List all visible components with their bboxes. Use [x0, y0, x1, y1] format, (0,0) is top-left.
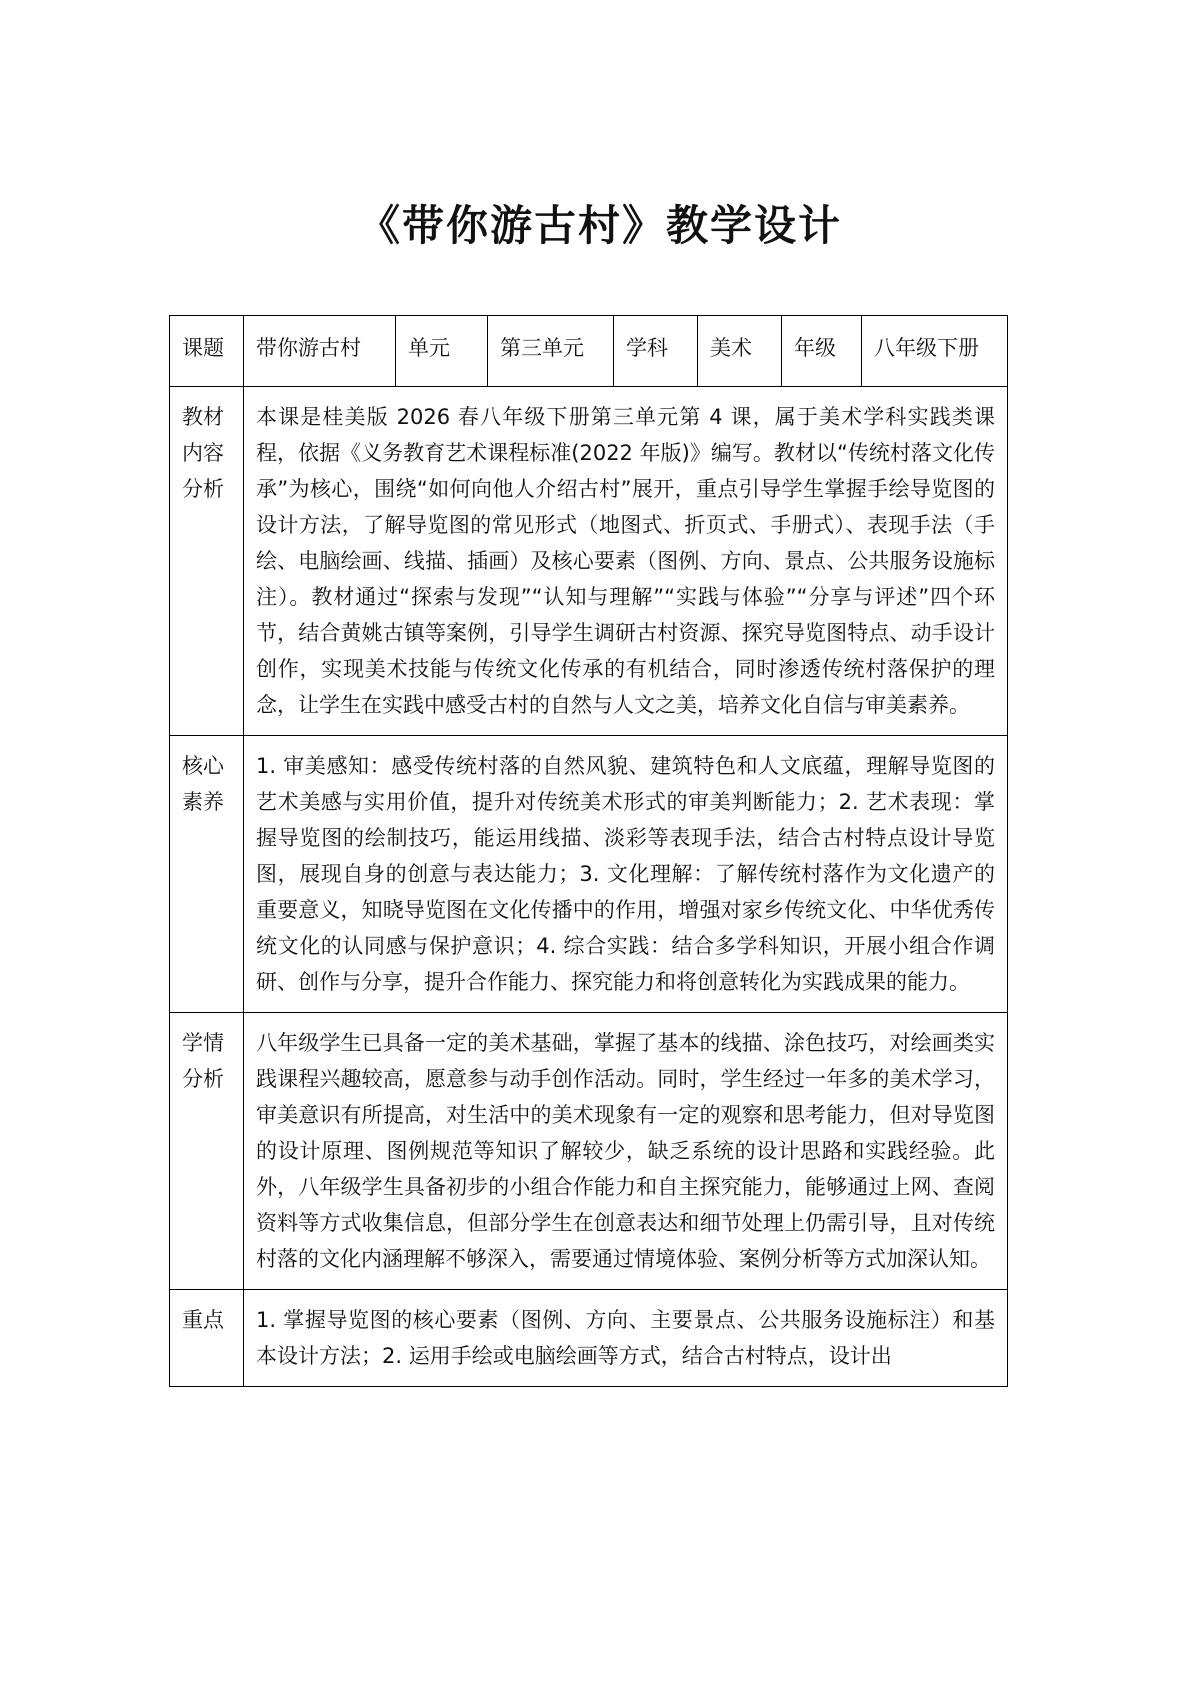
core-literacy-text: 1. 审美感知：感受传统村落的自然风貌、建筑特色和人文底蕴，理解导览图的艺术美感与实用价值，提升对传统美术形式的审美判断能力；2. 艺术表现：掌握导览图的绘制技巧，能运用线描、淡彩等表现手法，结合古村特点设计导览图，展现自身的创意与表达能力；3. 文化理解：了解传统村落作为文化遗产的重要意义，知晓导览图在文化传播中的作用，增强对家乡传统文化、中华优秀传统文化的认同感与保护意识；4. 综合实践：结合多学科知识，开展小组合作调研、创作与分享，提升合作能力、探究能力和将创意转化为实践成果的能力。	[244, 736, 1008, 1013]
section-label-line: 分析	[182, 477, 224, 501]
key-points-text: 1. 掌握导览图的核心要素（图例、方向、主要景点、公共服务设施标注）和基本设计方法；2. 运用手绘或电脑绘画等方式，结合古村特点，设计出	[244, 1290, 1008, 1387]
header-row	[170, 316, 1008, 387]
key-points-row	[170, 1290, 1008, 1387]
grade-label: 年级	[782, 316, 862, 387]
subject-label: 学科	[614, 316, 698, 387]
section-label-line: 分析	[182, 1067, 224, 1091]
unit-label: 单元	[396, 316, 488, 387]
section-label-line: 重点	[182, 1308, 224, 1332]
unit-value: 第三单元	[488, 316, 614, 387]
section-label	[170, 736, 244, 1013]
student-analysis-row	[170, 1013, 1008, 1290]
lesson-plan-table	[169, 315, 1008, 1387]
subject-value: 美术	[698, 316, 782, 387]
topic-value: 带你游古村	[244, 316, 396, 387]
section-label-line: 素养	[182, 790, 224, 814]
topic-label: 课题	[170, 316, 244, 387]
textbook-analysis-text: 本课是桂美版 2026 春八年级下册第三单元第 4 课，属于美术学科实践类课程，依据《义务教育艺术课程标准(2022 年版)》编写。教材以“传统村落文化传承”为核心，围绕“如何向他人介绍古村”展开，重点引导学生掌握手绘导览图的设计方法，了解导览图的常见形式（地图式、折页式、手册式）、表现手法（手绘、电脑绘画、线描、插画）及核心要素（图例、方向、景点、公共服务设施标注）。教材通过“探索与发现”“认知与理解”“实践与体验”“分享与评述”四个环节，结合黄姚古镇等案例，引导学生调研古村资源、探究导览图特点、动手设计创作，实现美术技能与传统文化传承的有机结合，同时渗透传统村落保护的理念，让学生在实践中感受古村的自然与人文之美，培养文化自信与审美素养。	[244, 387, 1008, 736]
section-label	[170, 1013, 244, 1290]
section-label-line: 教材	[182, 405, 224, 429]
section-label-line: 核心	[182, 754, 224, 778]
core-literacy-row	[170, 736, 1008, 1013]
grade-value: 八年级下册	[862, 316, 1008, 387]
section-label-line: 内容	[182, 441, 224, 465]
section-label	[170, 1290, 244, 1387]
section-label	[170, 387, 244, 736]
page-title: 《带你游古村》教学设计	[357, 201, 842, 250]
section-label-line: 学情	[182, 1031, 224, 1055]
student-analysis-text: 八年级学生已具备一定的美术基础，掌握了基本的线描、涂色技巧，对绘画类实践课程兴趣较高，愿意参与动手创作活动。同时，学生经过一年多的美术学习，审美意识有所提高，对生活中的美术现象有一定的观察和思考能力，但对导览图的设计原理、图例规范等知识了解较少，缺乏系统的设计思路和实践经验。此外，八年级学生具备初步的小组合作能力和自主探究能力，能够通过上网、查阅资料等方式收集信息，但部分学生在创意表达和细节处理上仍需引导，且对传统村落的文化内涵理解不够深入，需要通过情境体验、案例分析等方式加深认知。	[244, 1013, 1008, 1290]
textbook-analysis-row	[170, 387, 1008, 736]
